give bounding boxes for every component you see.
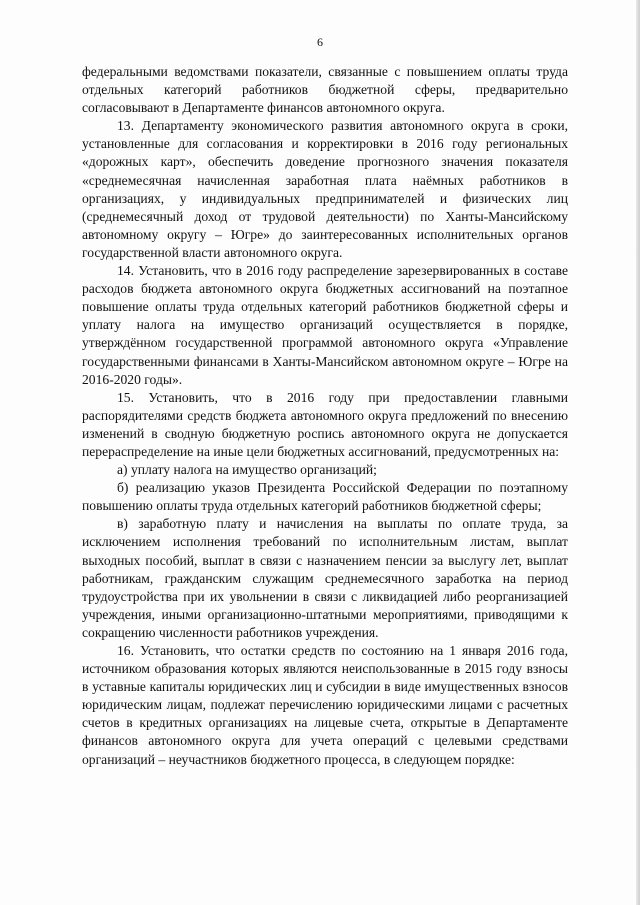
paragraph: в) заработную плату и начисления на выплаты по оплате труда, за исключением исполнения требований по исполнительным листам, выплат выходных пособий, выплат в связи с назначением пенсии за выслугу лет, выплат работникам, гражданским служащим среднемесячного заработка на период трудоустройства при их увольнении в связи с ликвидацией либо реорганизацией учреждения, иными организационно-штатными мероприятиями, приводящими к сокращению численности работников учреждения. (82, 516, 568, 640)
document-body (82, 63, 568, 769)
paragraph: 13. Департаменту экономического развития автономного округа в сроки, установленные для согласования и корректировки в 2016 году региональных «дорожных карт», обеспечить доведение прогнозного значения показателя «среднемесячная начисленная заработная плата наёмных работников в организациях, у индивидуальных предпринимателей и физических лиц (среднемесячный доход от трудовой деятельности) по Ханты-Мансийскому автономному округу – Югре» до заинтересованных исполнительных органов государственной власти автономного округа. (82, 118, 568, 260)
paragraph: 16. Установить, что остатки средств по состоянию на 1 января 2016 года, источником образования которых являются неиспользованные в 2015 году взносы в уставные капиталы юридических лиц и субсидии в виде имущественных взносов юридическим лицам, подлежат перечислению юридическими лицами с расчетных счетов в кредитных организациях на лицевые счета, открытые в Департаменте финансов автономного округа для учета операций с целевыми средствами организаций – неучастников бюджетного процесса, в следующем порядке: (82, 643, 568, 767)
paragraph: 14. Установить, что в 2016 году распределение зарезервированных в составе расходов бюджета автономного округа бюджетных ассигнований на поэтапное повышение оплаты труда отдельных категорий работников бюджетной сферы и уплату налога на имущество организаций осуществляется в порядке, утверждённом государственной программой автономного округа «Управление государственными финансами в Ханты-Мансийском автономном округе – Югре на 2016-2020 годы». (82, 263, 568, 387)
paragraph: б) реализацию указов Президента Российской Федерации по поэтапному повышению оплаты труда отдельных категорий работников бюджетной сферы; (82, 480, 568, 514)
paragraph: а) уплату налога на имущество организаций; (117, 462, 377, 478)
page-number: 6 (317, 35, 323, 49)
paragraph: федеральными ведомствами показатели, связанные с повышением оплаты труда отдельных категорий работников бюджетной сферы, предварительно согласовывают в Департаменте финансов автономного округа. (82, 64, 568, 116)
scan-edge (636, 0, 640, 905)
paragraph: 15. Установить, что в 2016 году при предоставлении главными распорядителями средств бюджета автономного округа предложений по внесению изменений в сводную бюджетную роспись автономного округа не допускается перераспределение на иные цели бюджетных ассигнований, предусмотренных на: (82, 389, 568, 459)
